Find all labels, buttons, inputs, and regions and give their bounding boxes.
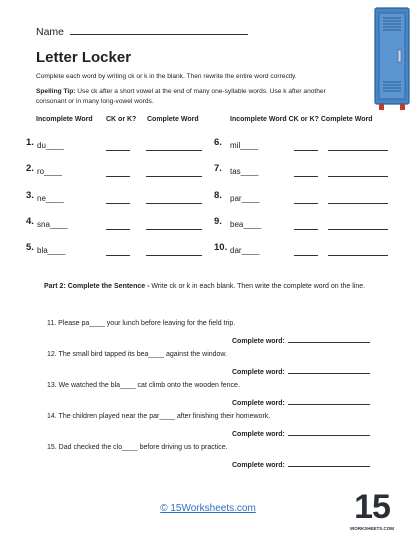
part2-instructions	[44, 282, 384, 292]
ck-blank[interactable]	[294, 203, 318, 204]
complete-word-blank[interactable]	[146, 255, 202, 256]
incomplete-word: ne____	[37, 194, 64, 203]
header-complete-left: Complete Word	[147, 116, 199, 123]
ck-blank[interactable]	[294, 176, 318, 177]
name-label: Name	[36, 26, 65, 38]
part2-text: Write ck or k in each blank. Then write the complete word on the line.	[151, 283, 366, 290]
incomplete-word: du____	[37, 141, 64, 150]
ck-blank[interactable]	[294, 229, 318, 230]
complete-word-blank[interactable]	[288, 460, 370, 467]
instructions: Complete each word by writing ck or k in the blank. Then rewrite the entire word correctly.	[36, 73, 297, 80]
complete-word-label: Complete word:	[232, 400, 285, 407]
complete-word-blank[interactable]	[288, 367, 370, 374]
complete-word-blank[interactable]	[146, 203, 202, 204]
incomplete-word: mil____	[230, 141, 259, 150]
ck-blank[interactable]	[106, 150, 130, 151]
item-number: 4.	[26, 216, 34, 227]
item-number: 1.	[26, 137, 34, 148]
logo	[348, 490, 396, 534]
part2-label: Part 2: Complete the Sentence -	[44, 283, 150, 290]
ck-blank[interactable]	[106, 203, 130, 204]
name-line	[70, 25, 248, 35]
page-title: Letter Locker	[36, 49, 132, 66]
complete-word-blank[interactable]	[288, 398, 370, 405]
complete-word-row	[232, 336, 370, 345]
complete-word-blank[interactable]	[328, 176, 388, 177]
complete-word-blank[interactable]	[328, 150, 388, 151]
sentence: 14. The children played near the par____ after finishing their homework.	[47, 413, 271, 420]
item-number: 10.	[214, 242, 228, 253]
item-number: 3.	[26, 190, 34, 201]
complete-word-blank[interactable]	[146, 229, 202, 230]
tip-text: Use ck after a short vowel at the end of many one-syllable words. Use k after another consonant or in many long-vowel words.	[36, 88, 326, 105]
complete-word-blank[interactable]	[146, 176, 202, 177]
sentence: 12. The small bird tapped its bea____ against the window.	[47, 351, 228, 358]
tip-label: Spelling Tip:	[36, 88, 76, 95]
logo-number: 15	[354, 488, 390, 526]
item-number: 2.	[26, 163, 34, 174]
complete-word-row	[232, 429, 370, 438]
header-incomplete-left: Incomplete Word	[36, 116, 93, 123]
ck-blank[interactable]	[294, 150, 318, 151]
item-number: 8.	[214, 190, 222, 201]
complete-word-label: Complete word:	[232, 369, 285, 376]
incomplete-word: bla____	[37, 246, 66, 255]
sentence: 15. Dad checked the clo____ before driving us to practice.	[47, 444, 228, 451]
incomplete-word: tas____	[230, 167, 259, 176]
incomplete-word: par____	[230, 194, 260, 203]
ck-blank[interactable]	[294, 255, 318, 256]
item-number: 5.	[26, 242, 34, 253]
sentence: 11. Please pa____ your lunch before leaving for the field trip.	[47, 320, 236, 327]
complete-word-row	[232, 398, 370, 407]
spelling-tip	[36, 87, 354, 106]
complete-word-blank[interactable]	[328, 203, 388, 204]
locker-icon	[372, 6, 412, 112]
logo-text: WORKSHEETS.COM	[349, 526, 394, 531]
footer-text[interactable]: © 15Worksheets.com	[160, 503, 256, 514]
item-number: 7.	[214, 163, 222, 174]
complete-word-row	[232, 460, 370, 469]
complete-word-blank[interactable]	[288, 429, 370, 436]
complete-word-label: Complete word:	[232, 462, 285, 469]
item-number: 9.	[214, 216, 222, 227]
complete-word-blank[interactable]	[328, 255, 388, 256]
complete-word-blank[interactable]	[146, 150, 202, 151]
header-right: Incomplete Word CK or K? Complete Word	[230, 116, 373, 123]
ck-blank[interactable]	[106, 176, 130, 177]
ck-blank[interactable]	[106, 229, 130, 230]
incomplete-word: sna____	[37, 220, 68, 229]
name-field	[36, 25, 248, 38]
sentence: 13. We watched the bla____ cat climb onto the wooden fence.	[47, 382, 240, 389]
complete-word-blank[interactable]	[328, 229, 388, 230]
complete-word-blank[interactable]	[288, 336, 370, 343]
header-ck-left: CK or K?	[106, 116, 137, 123]
complete-word-label: Complete word:	[232, 338, 285, 345]
item-number: 6.	[214, 137, 222, 148]
complete-word-label: Complete word:	[232, 431, 285, 438]
incomplete-word: ro____	[37, 167, 62, 176]
incomplete-word: dar____	[230, 246, 260, 255]
incomplete-word: bea____	[230, 220, 262, 229]
ck-blank[interactable]	[106, 255, 130, 256]
complete-word-row	[232, 367, 370, 376]
